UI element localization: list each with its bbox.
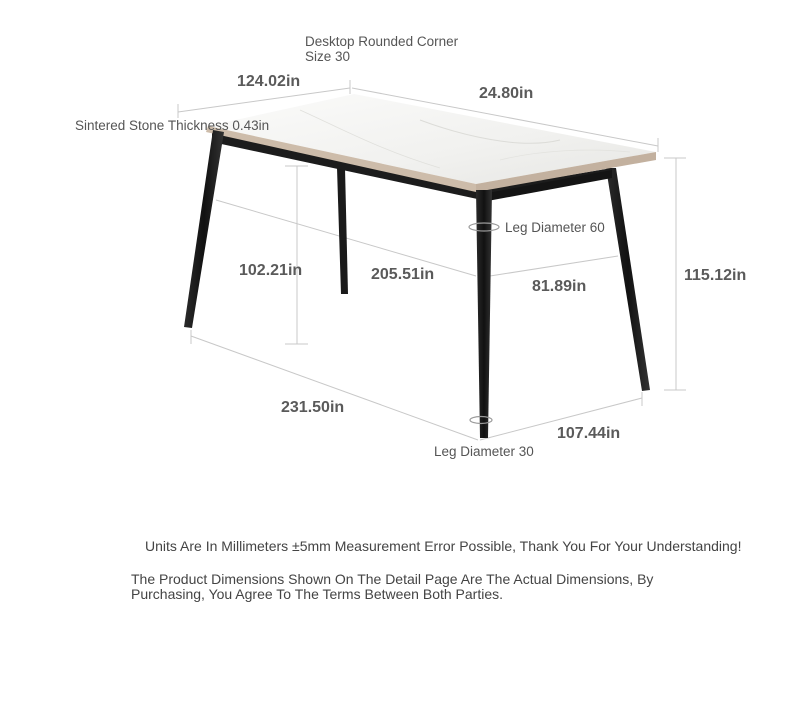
top-right-edge-dimension: 24.80in: [479, 85, 534, 102]
base-length-dimension: 231.50in: [281, 399, 345, 416]
leg-diameter-bottom-label: Leg Diameter 30: [434, 444, 534, 459]
total-height-dimension: 115.12in: [684, 267, 747, 284]
base-width-dimension: 107.44in: [557, 425, 621, 442]
corner-title-label: Desktop Rounded Corner: [305, 34, 459, 49]
inner-length-dimension: 205.51in: [371, 266, 435, 283]
inner-height-dimension: 102.21in: [239, 262, 303, 279]
terms-note-line-1: The Product Dimensions Shown On The Detail Page Are The Actual Dimensions, By: [131, 571, 654, 587]
leg-diameter-top-label: Leg Diameter 60: [505, 220, 605, 235]
inner-width-dimension: 81.89in: [532, 278, 587, 295]
stone-thickness-label: Sintered Stone Thickness 0.43in: [75, 118, 270, 133]
measurement-note: Units Are In Millimeters ±5mm Measurement Error Possible, Thank You For Your Understanding!: [145, 538, 742, 554]
top-left-edge-dimension: 124.02in: [237, 73, 301, 90]
terms-note-line-2: Purchasing, You Agree To The Terms Between Both Parties.: [131, 586, 504, 602]
corner-size-label: Size 30: [305, 49, 351, 64]
